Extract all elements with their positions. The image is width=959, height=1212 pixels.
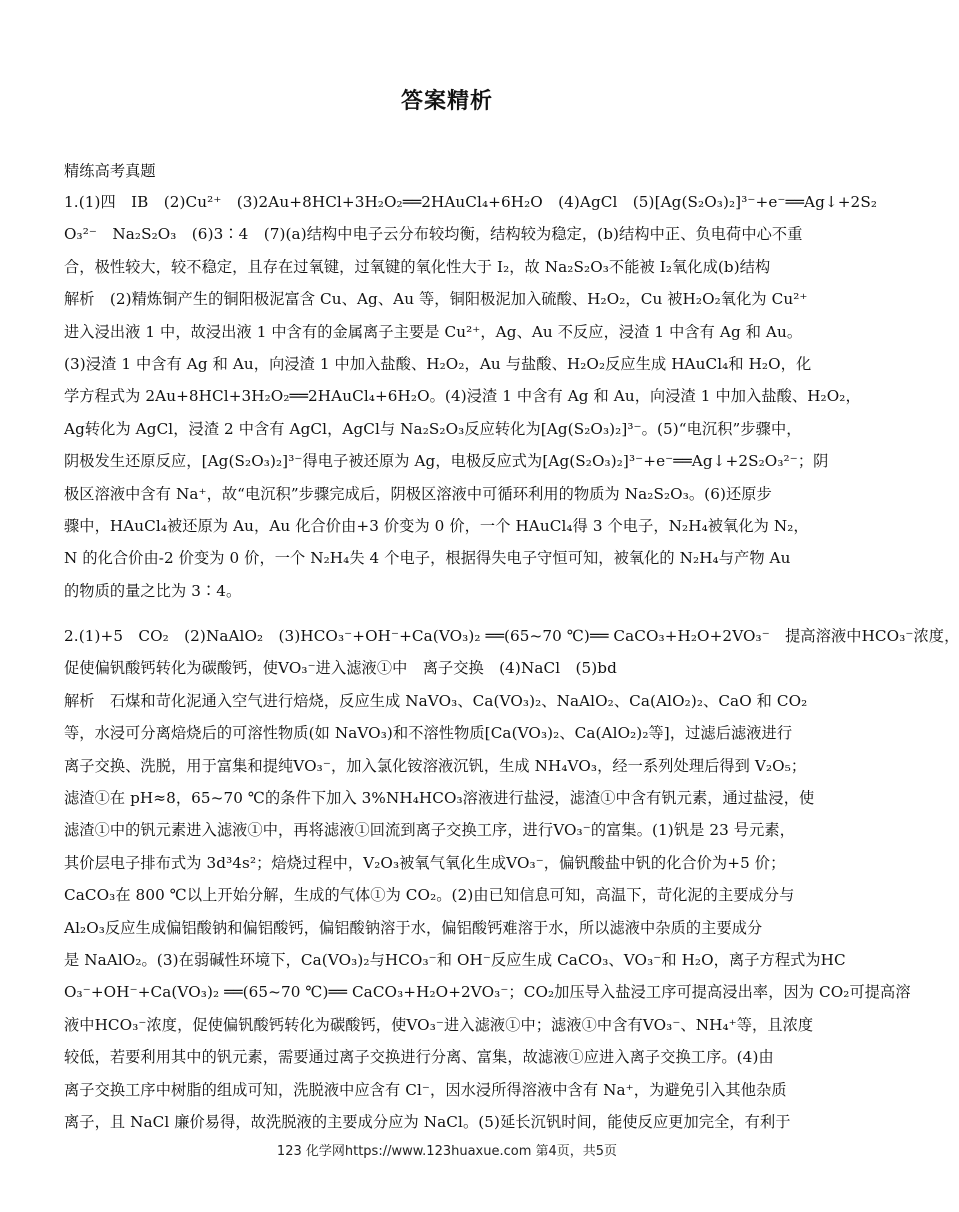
q1-analysis-line: 极区溶液中含有 Na⁺，故“电沉积”步骤完成后，阴极区溶液中可循环利用的物质为 Na₂S₂O₃。(6)还原步 xyxy=(64,484,772,503)
section-heading: 精练高考真题 xyxy=(64,162,156,180)
q2-analysis-line: 较低，若要利用其中的钒元素，需要通过离子交换进行分离、富集，故滤液①应进入离子交换工序。(4)由 xyxy=(64,1048,774,1067)
section-gap xyxy=(64,607,834,620)
q1-analysis-line: 阴极发生还原反应，[Ag(S₂O₃)₂]³⁻得电子被还原为 Ag，电极反应式为[Ag(S₂O₃)₂]³⁻+e⁻══Ag↓+2S₂O₃²⁻；阴 xyxy=(64,452,829,471)
q1-analysis-line: 解析 (2)精炼铜产生的铜阳极泥富含 Cu、Ag、Au 等，铜阳极泥加入硫酸、H₂O₂，Cu 被H₂O₂氧化为 Cu²⁺ xyxy=(64,290,808,309)
q2-analysis-line: 其价层电子排布式为 3d³4s²；焙烧过程中，V₂O₃被氧气氧化生成VO₃⁻，偏钒酸盐中钒的化合价为+5 价； xyxy=(64,853,786,872)
q1-analysis-line: N 的化合价由-2 价变为 0 价，一个 N₂H₄失 4 个电子，根据得失电子守恒可知，被氧化的 N₂H₄与产物 Au xyxy=(64,549,791,568)
q2-analysis-line: 是 NaAlO₂。(3)在弱碱性环境下，Ca(VO₃)₂与HCO₃⁻和 OH⁻反应生成 CaCO₃、VO₃⁻和 H₂O，离子方程式为HC xyxy=(64,950,846,969)
page-footer: 123 化学网https://www.123huaxue.com 第4页，共5页 xyxy=(276,1144,618,1159)
q2-analysis-line: Al₂O₃反应生成偏铝酸钠和偏铝酸钙，偏铝酸钠溶于水，偏铝酸钙难溶于水，所以滤液中杂质的主要成分 xyxy=(64,918,763,937)
q2-answer-line: 促使偏钒酸钙转化为碳酸钙，使VO₃⁻进入滤液①中 离子交换 (4)NaCl (5)bd xyxy=(64,659,617,678)
q2-answer-line: 2.(1)+5 CO₂ (2)NaAlO₂ (3)HCO₃⁻+OH⁻+Ca(VO₃)₂ ══(65~70 ℃)══ CaCO₃+H₂O+2VO₃⁻ 提高溶液中HCO₃⁻浓度， xyxy=(64,627,959,646)
page-title: 答案精析 xyxy=(400,89,493,114)
q2-analysis-line: 液中HCO₃⁻浓度，促使偏钒酸钙转化为碳酸钙，使VO₃⁻进入滤液①中；滤液①中含有VO₃⁻、NH₄⁺等，且浓度 xyxy=(64,1015,814,1034)
question-2 xyxy=(64,620,959,1138)
q1-analysis-line: 的物质的量之比为 3∶4。 xyxy=(64,581,242,600)
question-1 xyxy=(64,186,878,607)
q2-analysis-line: 等，水浸可分离焙烧后的可溶性物质(如 NaVO₃)和不溶性物质[Ca(VO₃)₂、Ca(AlO₂)₂等]，过滤后滤液进行 xyxy=(64,724,793,743)
q1-analysis-line: (3)浸渣 1 中含有 Ag 和 Au，向浸渣 1 中加入盐酸、H₂O₂，Au 与盐酸、H₂O₂反应生成 HAuCl₄和 H₂O，化 xyxy=(64,354,812,373)
q2-analysis-line: 滤渣①中的钒元素进入滤液①中，再将滤液①回流到离子交换工序，进行VO₃⁻的富集。(1)钒是 23 号元素， xyxy=(64,821,795,840)
q1-answer-line: 1.(1)四 ⅠB (2)Cu²⁺ (3)2Au+8HCl+3H₂O₂══2HAuCl₄+6H₂O (4)AgCl (5)[Ag(S₂O₃)₂]³⁻+e⁻══Ag↓+2S₂ xyxy=(64,193,878,211)
q1-analysis-line: Ag转化为 AgCl，浸渣 2 中含有 AgCl，AgCl与 Na₂S₂O₃反应转化为[Ag(S₂O₃)₂]³⁻。(5)“电沉积”步骤中， xyxy=(64,419,802,438)
q2-analysis-line: 解析 石煤和苛化泥通入空气进行焙烧，反应生成 NaVO₃、Ca(VO₃)₂、NaAlO₂、Ca(AlO₂)₂、CaO 和 CO₂ xyxy=(64,691,808,710)
q1-answer-line: O₃²⁻ Na₂S₂O₃ (6)3∶4 (7)(a)结构中电子云分布较均衡，结构较为稳定，(b)结构中正、负电荷中心不重 xyxy=(64,225,803,244)
q1-analysis-line: 学方程式为 2Au+8HCl+3H₂O₂══2HAuCl₄+6H₂O。(4)浸渣 1 中含有 Ag 和 Au，向浸渣 1 中加入盐酸、H₂O₂， xyxy=(64,387,861,406)
answer-content xyxy=(64,156,959,1138)
q2-analysis-line: 滤渣①在 pH≈8，65~70 ℃的条件下加入 3%NH₄HCO₃溶液进行盐浸，滤渣①中含有钒元素，通过盐浸，使 xyxy=(64,789,815,808)
q1-answer-line: 合，极性较大，较不稳定，且存在过氧键，过氧键的氧化性大于 I₂，故 Na₂S₂O₃不能被 I₂氧化成(b)结构 xyxy=(64,257,771,276)
q2-analysis-line: 离子交换、洗脱，用于富集和提纯VO₃⁻，加入氯化铵溶液沉钒，生成 NH₄VO₃，经一系列处理后得到 V₂O₅； xyxy=(64,756,807,775)
q2-analysis-line: CaCO₃在 800 ℃以上开始分解，生成的气体①为 CO₂。(2)由已知信息可知，高温下，苛化泥的主要成分与 xyxy=(64,886,795,905)
q2-analysis-line: 离子交换工序中树脂的组成可知，洗脱液中应含有 Cl⁻，因水浸所得溶液中含有 Na⁺，为避免引入其他杂质 xyxy=(64,1080,787,1099)
q1-analysis-line: 骤中，HAuCl₄被还原为 Au，Au 化合价由+3 价变为 0 价，一个 HAuCl₄得 3 个电子，N₂H₄被氧化为 N₂， xyxy=(64,516,809,535)
q2-analysis-line: O₃⁻+OH⁻+Ca(VO₃)₂ ══(65~70 ℃)══ CaCO₃+H₂O+2VO₃⁻；CO₂加压导入盐浸工序可提高浸出率，因为 CO₂可提高溶 xyxy=(64,983,911,1002)
q1-analysis-line: 进入浸出液 1 中，故浸出液 1 中含有的金属离子主要是 Cu²⁺，Ag、Au 不反应，浸渣 1 中含有 Ag 和 Au。 xyxy=(64,322,803,341)
q2-analysis-line: 离子，且 NaCl 廉价易得，故洗脱液的主要成分应为 NaCl。(5)延长沉钒时间，能使反应更加完全，有利于 xyxy=(64,1112,791,1131)
